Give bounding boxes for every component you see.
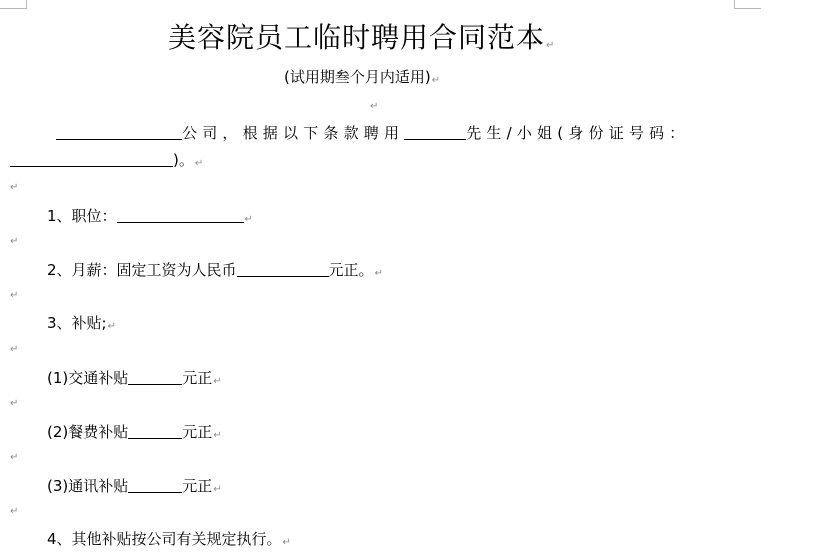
intro-line-continued [10, 152, 203, 169]
paragraph-mark-icon: ↵ [213, 376, 222, 387]
paragraph-mark-icon: ↵ [431, 75, 441, 86]
paragraph-mark-icon: ↵ [374, 268, 383, 279]
item-phone-label: (3)通讯补贴 [47, 477, 129, 495]
page-corner-mark-left [0, 0, 27, 9]
subtitle-text: (试用期叁个月内适用) [284, 68, 431, 86]
item-position [47, 208, 253, 225]
paragraph-mark-icon: ↵ [10, 182, 19, 193]
paragraph-mark-icon: ↵ [10, 344, 19, 355]
intro-line [56, 125, 690, 141]
company-name-blank[interactable] [56, 125, 182, 140]
phone-allowance-blank[interactable] [128, 478, 182, 493]
employee-name-blank[interactable] [404, 125, 466, 140]
page-corner-mark-right [734, 0, 761, 9]
intro-gender-text: 先生/小姐(身份证号码： [466, 124, 690, 142]
salary-blank[interactable] [237, 262, 329, 277]
paragraph-mark-icon: ↵ [194, 158, 204, 169]
paragraph-mark-icon: ↵ [370, 101, 379, 112]
item-meal-label: (2)餐费补贴 [47, 423, 129, 441]
id-number-blank[interactable] [10, 152, 173, 167]
paragraph-mark-icon: ↵ [10, 290, 19, 301]
item-position-label: 1、职位： [47, 207, 117, 225]
item-phone-suffix: 元正 [182, 477, 213, 495]
paragraph-mark-icon: ↵ [244, 214, 253, 225]
item-salary [47, 262, 383, 279]
meal-allowance-blank[interactable] [128, 424, 182, 439]
transport-allowance-blank[interactable] [128, 370, 182, 385]
item-transport-suffix: 元正 [182, 369, 213, 387]
paragraph-mark-icon: ↵ [107, 321, 116, 332]
paragraph-mark-icon: ↵ [10, 452, 19, 463]
intro-company-text: 公司，根据以下条款聘用 [182, 124, 405, 142]
paragraph-mark-icon: ↵ [10, 506, 19, 517]
paragraph-mark-icon: ↵ [213, 484, 222, 495]
intro-closing-text: )。 [173, 151, 194, 169]
item-transport-allowance [47, 370, 222, 387]
paragraph-mark-icon: ↵ [546, 40, 555, 51]
document-subtitle [284, 70, 440, 86]
paragraph-mark-icon: ↵ [10, 236, 19, 247]
item-meal-suffix: 元正 [182, 423, 213, 441]
document-title [168, 21, 555, 54]
item-salary-label: 2、月薪：固定工资为人民币 [47, 261, 237, 279]
paragraph-mark-icon: ↵ [10, 398, 19, 409]
position-blank[interactable] [117, 208, 244, 223]
item-salary-suffix: 元正。 [328, 261, 374, 279]
item-transport-label: (1)交通补贴 [47, 369, 129, 387]
item-allowance [47, 316, 116, 332]
title-text: 美容院员工临时聘用合同范本 [168, 21, 546, 54]
item-other-label: 4、其他补贴按公司有关规定执行。 [47, 530, 282, 548]
paragraph-mark-icon: ↵ [213, 430, 222, 441]
item-meal-allowance [47, 424, 222, 441]
item-other-allowance [47, 532, 291, 548]
item-allowance-label: 3、补贴; [47, 314, 107, 332]
paragraph-mark-icon: ↵ [282, 537, 291, 548]
item-phone-allowance [47, 478, 222, 495]
